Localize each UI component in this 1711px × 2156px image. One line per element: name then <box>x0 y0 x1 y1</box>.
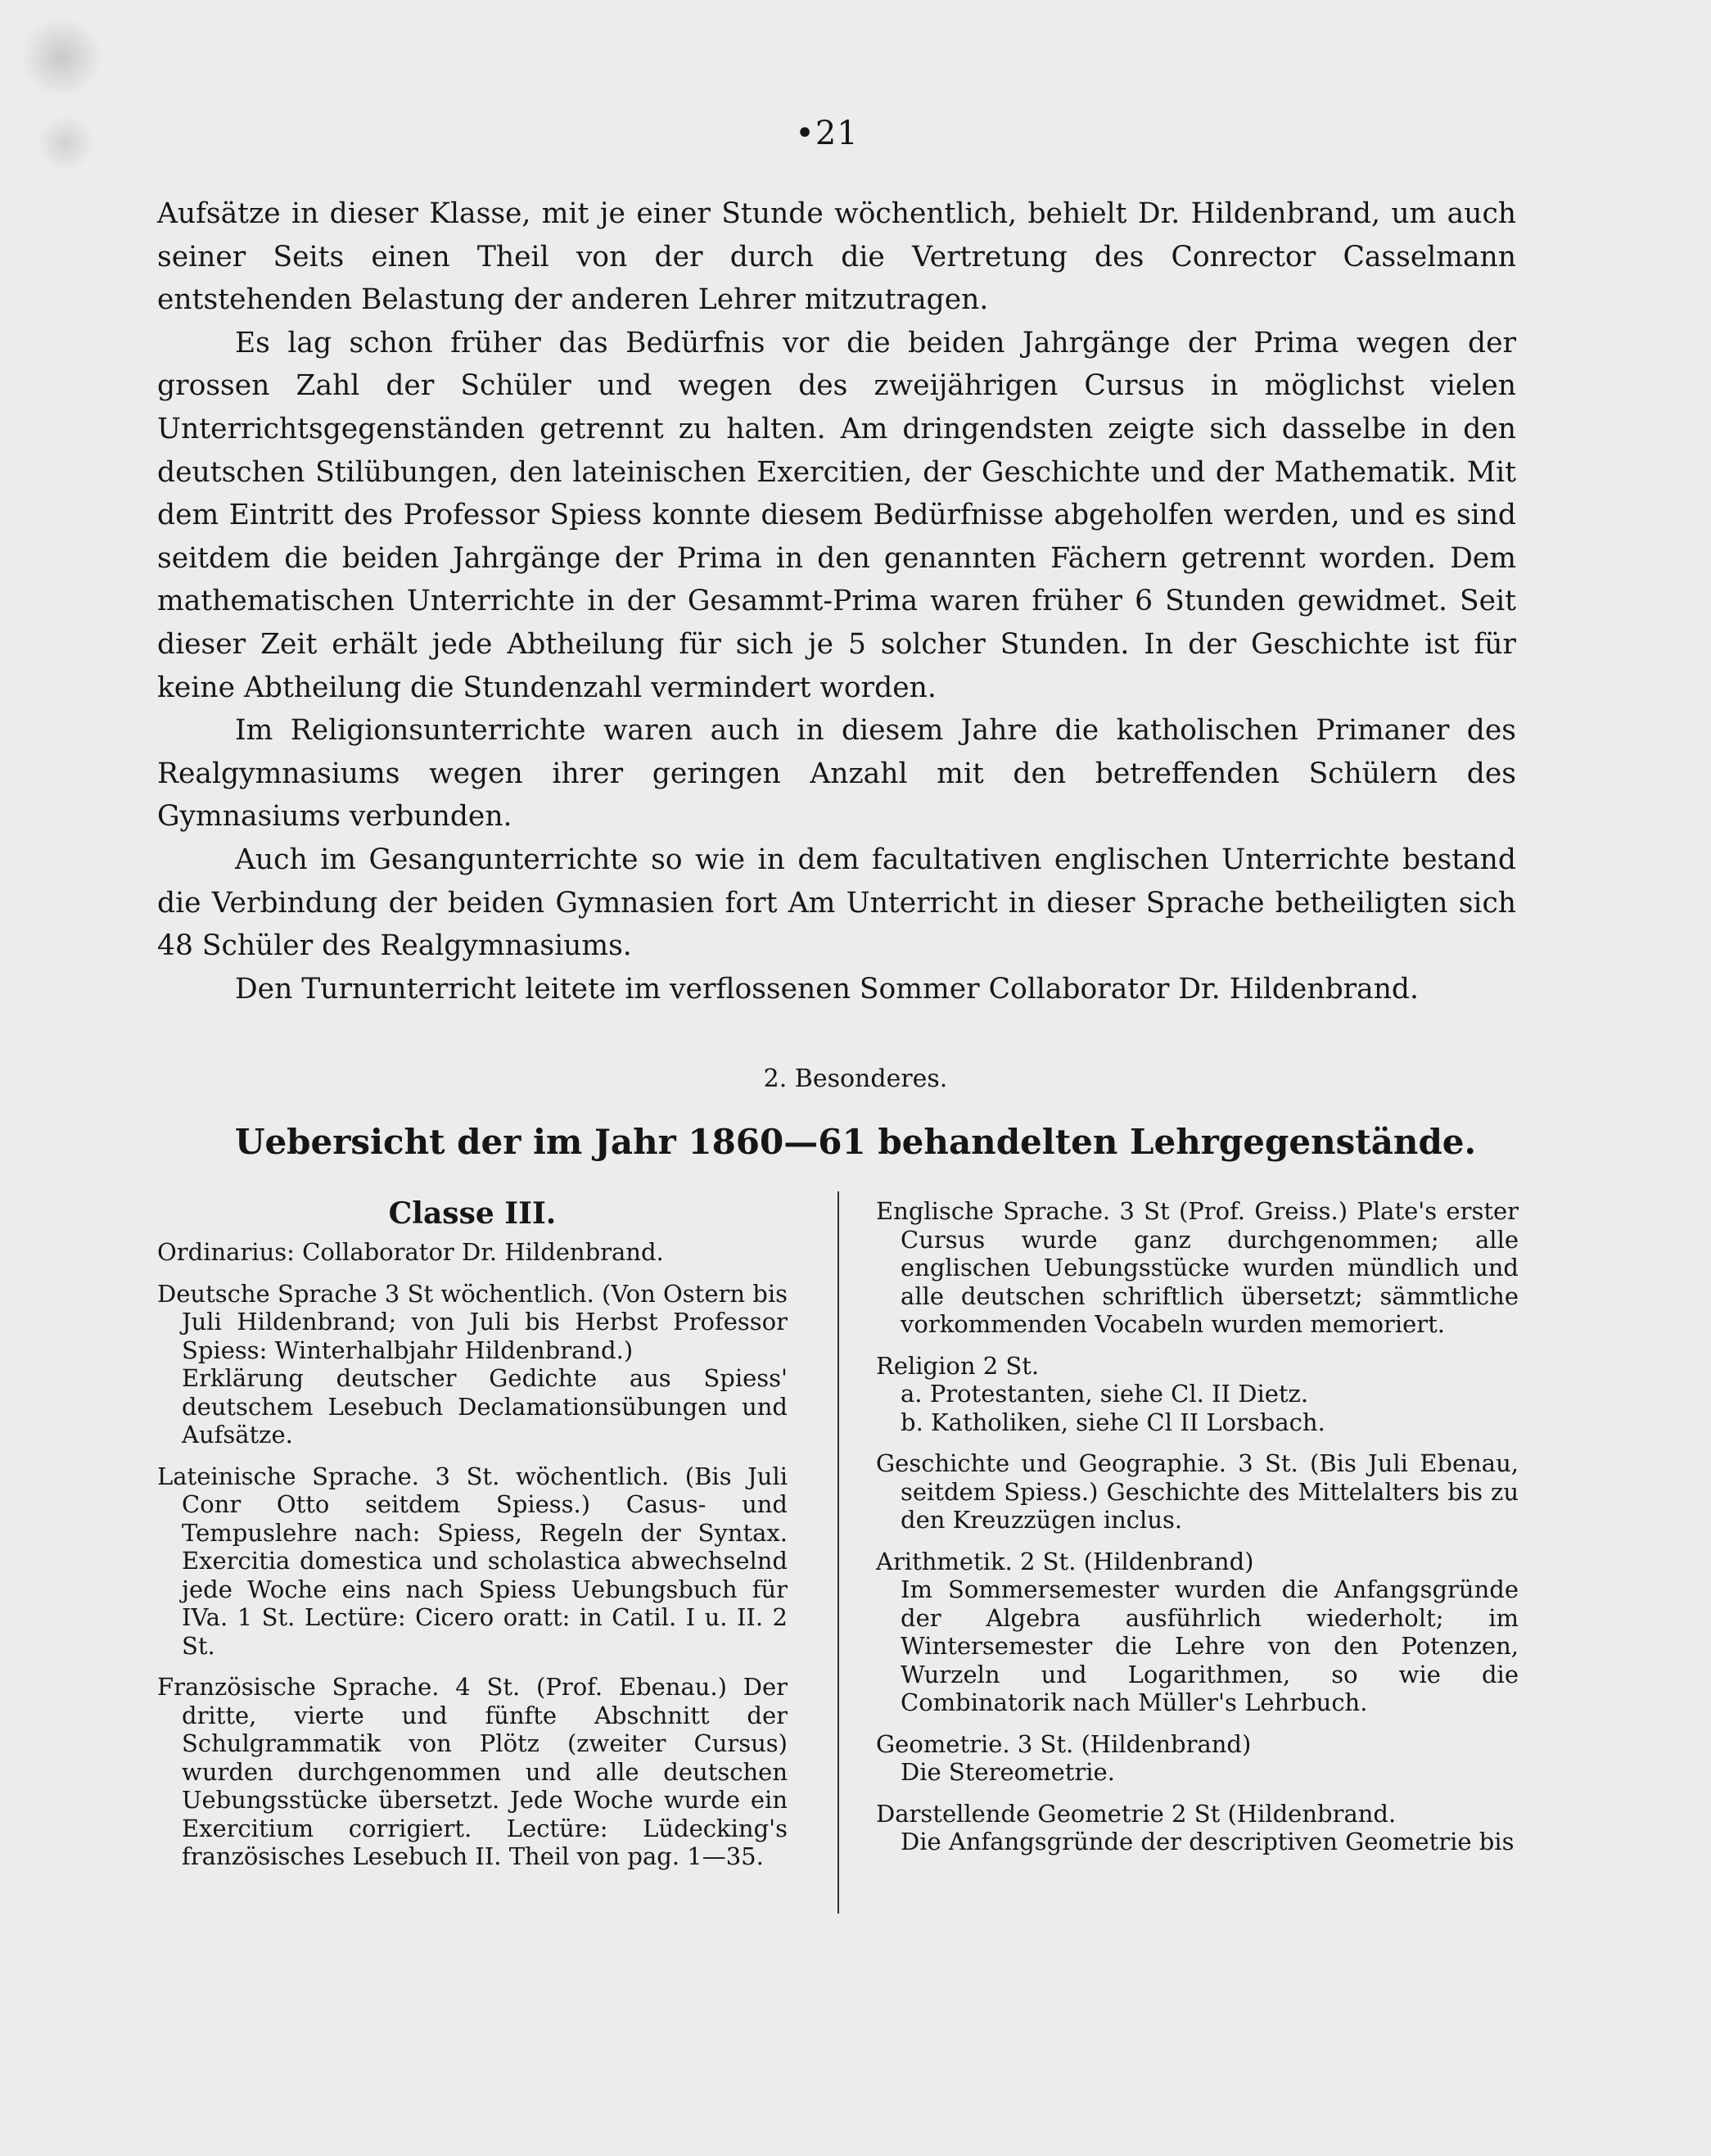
subject-body: Im Sommersemester wurden die Anfangsgründe der Algebra ausführlich wiederholt; im Wintersemester die Lehre von den Potenzen, Wurzeln und Logarithmen, so wie die Combinatorik nach Müller's Lehrbuch. <box>901 1575 1519 1716</box>
class-title: Classe III. <box>388 1196 557 1231</box>
left-column <box>157 1197 788 1884</box>
subject-entry <box>157 1673 788 1871</box>
page-number: •21 <box>795 115 859 152</box>
subject-entry <box>876 1730 1519 1787</box>
ordinarius <box>157 1238 788 1267</box>
column-divider <box>837 1191 839 1914</box>
subject-line: a. Protestanten, siehe Cl. II Dietz. <box>901 1380 1309 1408</box>
subject-heading: Darstellende Geometrie 2 St (Hildenbrand. <box>876 1799 1397 1828</box>
paragraph: Aufsätze in dieser Klasse, mit je einer Stunde wöchentlich, behielt Dr. Hildenbrand, um auch seiner Seits einen Theil von der durch die Vertretung des Conrector Casselmann entstehenden Belastung der anderen Lehrer mitzutragen. <box>157 197 1516 317</box>
subject-heading: Religion 2 St. <box>876 1351 1040 1380</box>
subject-heading: Arithmetik. 2 St. (Hildenbrand) <box>876 1547 1254 1575</box>
paragraph: Im Religionsunterrichte waren auch in diesem Jahre die katholischen Primaner des Realgymnasiums wegen ihrer geringen Anzahl mit den betreffenden Schülern des Gymnasiums verbunden. <box>157 714 1516 834</box>
subject-heading: Lateinische Sprache. 3 St. wöchentlich. (Bis Juli Conr Otto seitdem Spiess.) Casus- und Tempuslehre nach: Spiess, Regeln der Syntax. Exercitia domestica und scholastica abwechselnd jede Woche eins nach Spiess Uebungsbuch für IVa. 1 St. Lectüre: Cicero oratt: in Catil. I u. II. 2 St. <box>157 1462 788 1660</box>
paper-stain <box>16 20 106 94</box>
subject-body: Die Stereometrie. <box>901 1758 1115 1786</box>
subject-entry <box>876 1449 1519 1535</box>
subject-heading: Geometrie. 3 St. (Hildenbrand) <box>876 1729 1252 1758</box>
right-column <box>876 1197 1519 1869</box>
subject-heading: Deutsche Sprache 3 St wöchentlich. (Von Ostern bis Juli Hildenbrand; von Juli bis Herbst Professor Spiess: Winterhalbjahr Hildenbrand.) <box>157 1279 788 1364</box>
subject-heading: Englische Sprache. 3 St (Prof. Greiss.) Plate's erster Cursus wurde ganz durchgenommen; alle englischen Uebungsstücke wurden mündlich und alle deutschen schriftlich übersetzt; sämmtliche vorkommenden Vocabeln wurden memoriert. <box>876 1197 1519 1338</box>
subject-heading: Französische Sprache. 4 St. (Prof. Ebenau.) Der dritte, vierte und fünfte Abschnitt der Schulgrammatik von Plötz (zweiter Cursus) wurden durchgenommen und alle deutschen Uebungsstücke übersetzt. Jede Woche wurde ein Exercitium corrigiert. Lectüre: Lüdecking's französisches Lesebuch II. Theil von pag. 1—35. <box>157 1673 788 1870</box>
subject-line: b. Katholiken, siehe Cl II Lorsbach. <box>901 1408 1325 1436</box>
paragraph: Den Turnunterricht leitete im verflossenen Sommer Collaborator Dr. Hildenbrand. <box>235 972 1419 1006</box>
subject-entry <box>157 1462 788 1661</box>
paragraph: Es lag schon früher das Bedürfnis vor die beiden Jahrgänge der Prima wegen der grossen Zahl der Schüler und wegen des zweijährigen Cursus in möglichst vielen Unterrichtsgegenständen getrennt zu halten. Am dringendsten zeigte sich dasselbe in den deutschen Stilübungen, den lateinischen Exercitien, der Geschichte und der Mathematik. Mit dem Eintritt des Professor Spiess konnte diesem Bedürfnisse abgeholfen werden, und es sind seitdem die beiden Jahrgänge der Prima in den genannten Fächern getrennt worden. Dem mathematischen Unterrichte in der Gesammt-Prima waren früher 6 Stunden gewidmet. Seit dieser Zeit erhält jede Abtheilung für sich je 5 solcher Stunden. In der Geschichte ist für keine Abtheilung die Stundenzahl vermindert worden. <box>157 326 1516 704</box>
subject-entry <box>876 1548 1519 1717</box>
intro-text <box>157 192 1516 1010</box>
subject-entry <box>876 1197 1519 1339</box>
subject-body: Erklärung deutscher Gedichte aus Spiess' deutschem Lesebuch Declamationsübungen und Aufsätze. <box>182 1364 788 1449</box>
paragraph: Auch im Gesangunterrichte so wie in dem facultativen englischen Unterrichte bestand die Verbindung der beiden Gymnasien fort Am Unterricht in dieser Sprache betheiligten sich 48 Schüler des Realgymnasiums. <box>157 843 1516 963</box>
main-heading: Uebersicht der im Jahr 1860—61 behandelten Lehrgegenstände. <box>234 1122 1477 1162</box>
subject-heading: Geschichte und Geographie. 3 St. (Bis Juli Ebenau, seitdem Spiess.) Geschichte des Mittelalters bis zu den Kreuzzügen inclus. <box>876 1449 1519 1534</box>
paper-stain <box>37 115 94 172</box>
subject-entry <box>157 1280 788 1449</box>
sub-heading: 2. Besonderes. <box>763 1064 948 1093</box>
subject-body: Die Anfangsgründe der descriptiven Geometrie bis <box>901 1828 1515 1855</box>
subject-entry <box>876 1800 1519 1856</box>
ordinarius-text: Ordinarius: Collaborator Dr. Hildenbrand. <box>157 1238 664 1266</box>
subject-entry <box>876 1352 1519 1437</box>
